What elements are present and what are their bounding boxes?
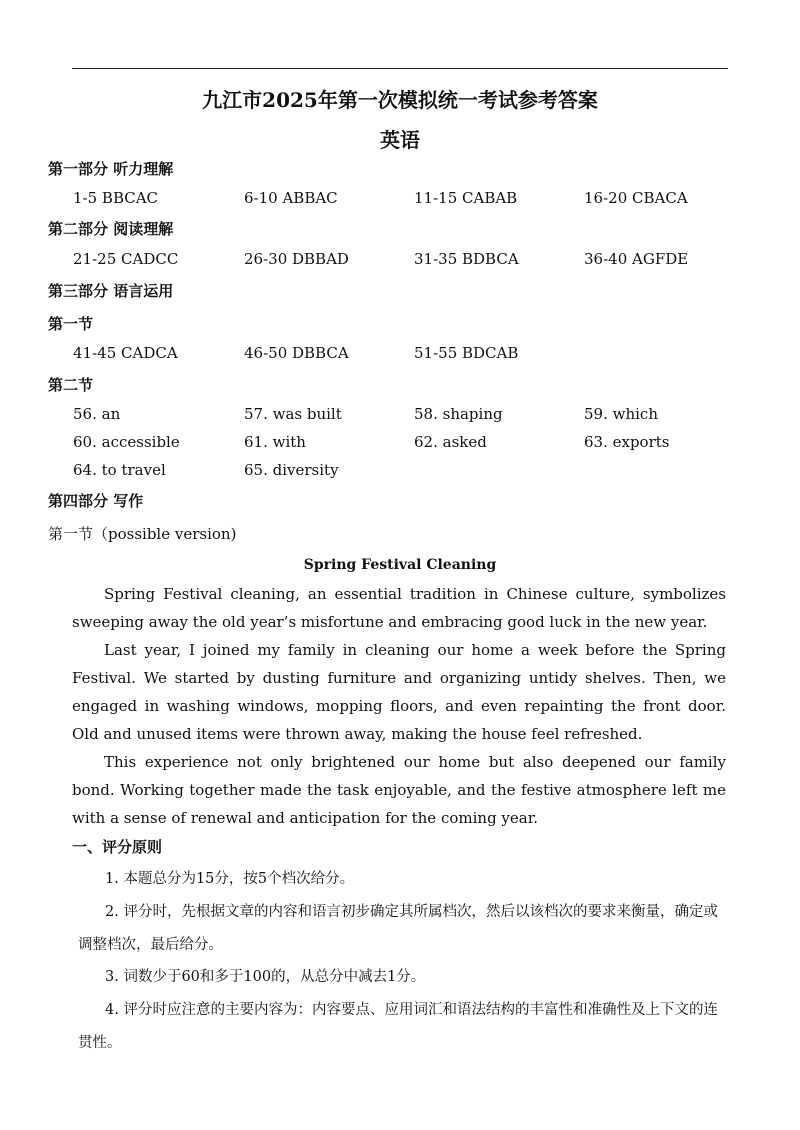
answer-group: 46-50 DBBCA	[244, 344, 349, 362]
essay-paragraph: This experience not only brightened our home but also deepened our family bond. Working together made the task enjoyable, and the festive atmosphere left me with a sense of renewal and anticipation for the coming year.	[72, 753, 726, 827]
fill-blank-answer: 64. to travel	[73, 461, 166, 479]
fill-blank-answer: 61. with	[244, 433, 306, 451]
answer-group: 21-25 CADCC	[73, 250, 179, 268]
fill-blank-answer: 62. asked	[414, 433, 487, 451]
fill-blank-answer: 59. which	[584, 405, 658, 423]
answer-group: 31-35 BDBCA	[414, 250, 519, 268]
fill-blank-answer: 65. diversity	[244, 461, 339, 479]
part1-heading: 第一部分 听力理解	[48, 160, 174, 178]
fill-blank-answer: 60. accessible	[73, 433, 180, 451]
fill-blank-row	[0, 405, 800, 427]
grading-item: 2. 评分时，先根据文章的内容和语言初步确定其所属档次，然后以该档次的要求来衡量，确定或调整档次，最后给分。	[78, 904, 718, 953]
part3-section1-heading: 第一节	[48, 315, 94, 333]
answer-group: 11-15 CABAB	[414, 189, 518, 207]
answer-group: 41-45 CADCA	[73, 344, 178, 362]
fill-blank-answer: 56. an	[73, 405, 121, 423]
answer-group: 1-5 BBCAC	[73, 189, 159, 207]
part4-heading: 第四部分 写作	[48, 492, 144, 510]
fill-blank-answer: 57. was built	[244, 405, 342, 423]
grading-item: 4. 评分时应注意的主要内容为：内容要点、应用词汇和语法结构的丰富性和准确性及上下文的连贯性。	[78, 1002, 718, 1051]
grading-heading: 一、评分原则	[72, 838, 163, 856]
grading-item: 1. 本题总分为15分，按5个档次给分。	[105, 871, 355, 887]
essay-title: Spring Festival Cleaning	[303, 557, 497, 573]
essay-paragraph: Last year, I joined my family in cleaning our home a week before the Spring Festival. We started by dusting furniture and organizing untidy shelves. Then, we engaged in washing windows, mopping floors, and even repainting the front door. Old and unused items were thrown away, making the house feel refreshed.	[72, 641, 726, 743]
essay-paragraph: Spring Festival cleaning, an essential tradition in Chinese culture, symbolizes sweeping away the old year’s misfortune and embracing good luck in the new year.	[72, 585, 726, 631]
part3-heading: 第三部分 语言运用	[48, 282, 174, 300]
answer-group: 51-55 BDCAB	[414, 344, 519, 362]
fill-blank-row	[0, 433, 800, 455]
fill-blank-answer: 63. exports	[584, 433, 670, 451]
part1-answers-row	[0, 189, 800, 211]
part3-section2-heading: 第二节	[48, 376, 94, 394]
fill-blank-row	[0, 461, 800, 483]
top-divider	[72, 68, 728, 69]
subject-title: 英语	[380, 128, 420, 152]
answer-group: 26-30 DBBAD	[244, 250, 349, 268]
part4-section1-heading: 第一节（possible version)	[48, 525, 237, 543]
part2-heading: 第二部分 阅读理解	[48, 220, 174, 238]
answer-group: 36-40 AGFDE	[584, 250, 689, 268]
part3-section1-answers-row	[0, 344, 800, 366]
answer-group: 16-20 CBACA	[584, 189, 688, 207]
grading-item: 3. 词数少于60和多于100的，从总分中减去1分。	[105, 969, 426, 985]
document-title: 九江市2025年第一次模拟统一考试参考答案	[202, 88, 598, 112]
fill-blank-answer: 58. shaping	[414, 405, 503, 423]
answer-group: 6-10 ABBAC	[244, 189, 338, 207]
part2-answers-row	[0, 250, 800, 272]
